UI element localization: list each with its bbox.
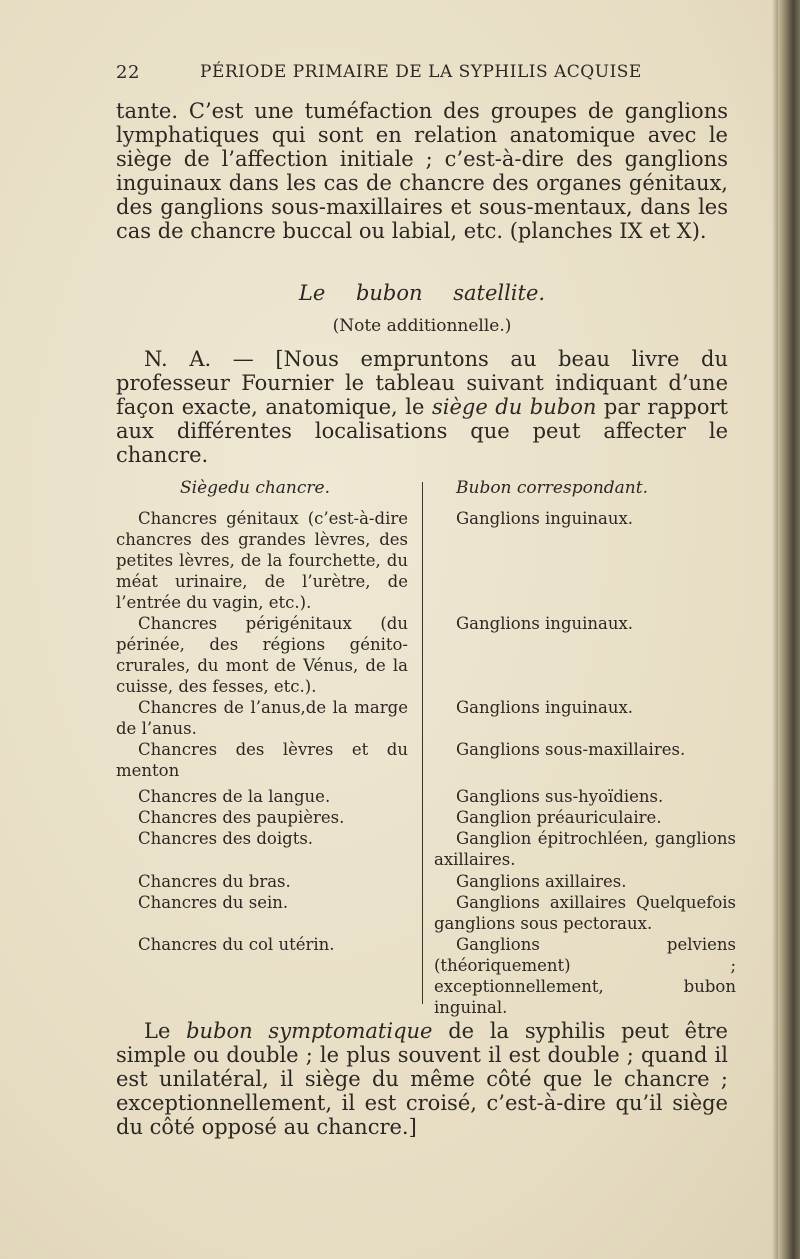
book-spine-edge: [778, 0, 800, 1259]
table-row-9-bubon: Ganglions axillaires Quelquefois ganglions sous pectoraux.: [434, 893, 736, 933]
table-row-9-chancre: Chancres du sein.: [138, 893, 289, 912]
na-paragraph-emphasis: siège du bubon: [431, 395, 597, 419]
table-row-3-bubon: Ganglions inguinaux.: [456, 698, 634, 717]
column-divider: [422, 482, 423, 1004]
chancre-bubon-table: [116, 478, 736, 1017]
closing-paragraph-start: Le: [144, 1019, 187, 1043]
table-row-4-bubon: Ganglions sous-maxillaires.: [456, 740, 686, 759]
closing-paragraph-emphasis: bubon symptomatique: [186, 1019, 433, 1043]
na-paragraph: [116, 347, 728, 467]
closing-paragraph-end: de la syphilis peut être simple ou double ; le plus souvent il est double ; quand il est unilatéral, il siège du même côté que le chancre ; exceptionnellement, il est croisé, c’est-à-dire qu’il siège du côté opposé au chancre.]: [116, 1019, 728, 1139]
right-column-header: Bubon correspondant.: [456, 478, 648, 498]
running-header: [116, 60, 728, 90]
section-title: Le bubon satellite.: [298, 281, 546, 305]
table-row-7-chancre: Chancres des doigts.: [138, 829, 314, 848]
na-paragraph-end: par rapport aux différentes localisations que peut affecter le chancre.: [116, 395, 728, 467]
page-number: 22: [116, 62, 140, 83]
table-row-7-bubon: Ganglion épitrochléen, ganglions axillaires.: [434, 829, 736, 869]
table-row-6-chancre: Chancres des paupières.: [138, 808, 345, 827]
table-row-1-chancre: Chancres génitaux (c’est-à-dire chancres des grandes lèvres, des petites lèvres, de la fourchette, du méat urinaire, de l’urètre, de l’entrée du vagin, etc.).: [116, 509, 408, 612]
running-title: PÉRIODE PRIMAIRE DE LA SYPHILIS ACQUISE: [200, 62, 642, 82]
intro-paragraph: tante. C’est une tuméfaction des groupes de ganglions lymphatiques qui sont en relation anatomique avec le siège de l’affection initiale ; c’est-à-dire des ganglions inguinaux dans les cas de chancre des organes génitaux, des ganglions sous-maxillaires et sous-mentaux, dans les cas de chancre buccal ou labial, etc. (planches IX et X).: [116, 99, 728, 243]
table-row-8-bubon: Ganglions axillaires.: [456, 872, 627, 891]
table-row-6-bubon: Ganglion préauriculaire.: [456, 808, 662, 827]
table-row-10-chancre: Chancres du col utérin.: [138, 935, 335, 954]
table-row-10-bubon: Ganglions pelviens (théoriquement) ; exceptionnellement, bubon inguinal.: [434, 935, 736, 1017]
table-row-1-bubon: Ganglions inguinaux.: [456, 509, 634, 528]
section-note: (Note additionnelle.): [332, 316, 512, 336]
closing-paragraph: [116, 1019, 728, 1139]
table-row-2-chancre: Chancres périgénitaux (du périnée, des régions génito-crurales, du mont de Vénus, de la cuisse, des fesses, etc.).: [116, 614, 408, 696]
table-row-5-chancre: Chancres de la langue.: [138, 787, 331, 806]
table-row-4-chancre: Chancres des lèvres et du menton: [116, 740, 408, 780]
na-paragraph-start: N. A. — [Nous empruntons au beau livre du professeur Fournier le tableau suivant indiquant d’une façon exacte, anatomique, le: [116, 347, 728, 419]
table-row-2-bubon: Ganglions inguinaux.: [456, 614, 634, 633]
table-row-8-chancre: Chancres du bras.: [138, 872, 291, 891]
left-column-header: Siègedu chancre.: [180, 478, 330, 498]
table-row-3-chancre: Chancres de l’anus,de la marge de l’anus.: [116, 698, 408, 738]
table-row-5-bubon: Ganglions sus-hyoïdiens.: [456, 787, 664, 806]
